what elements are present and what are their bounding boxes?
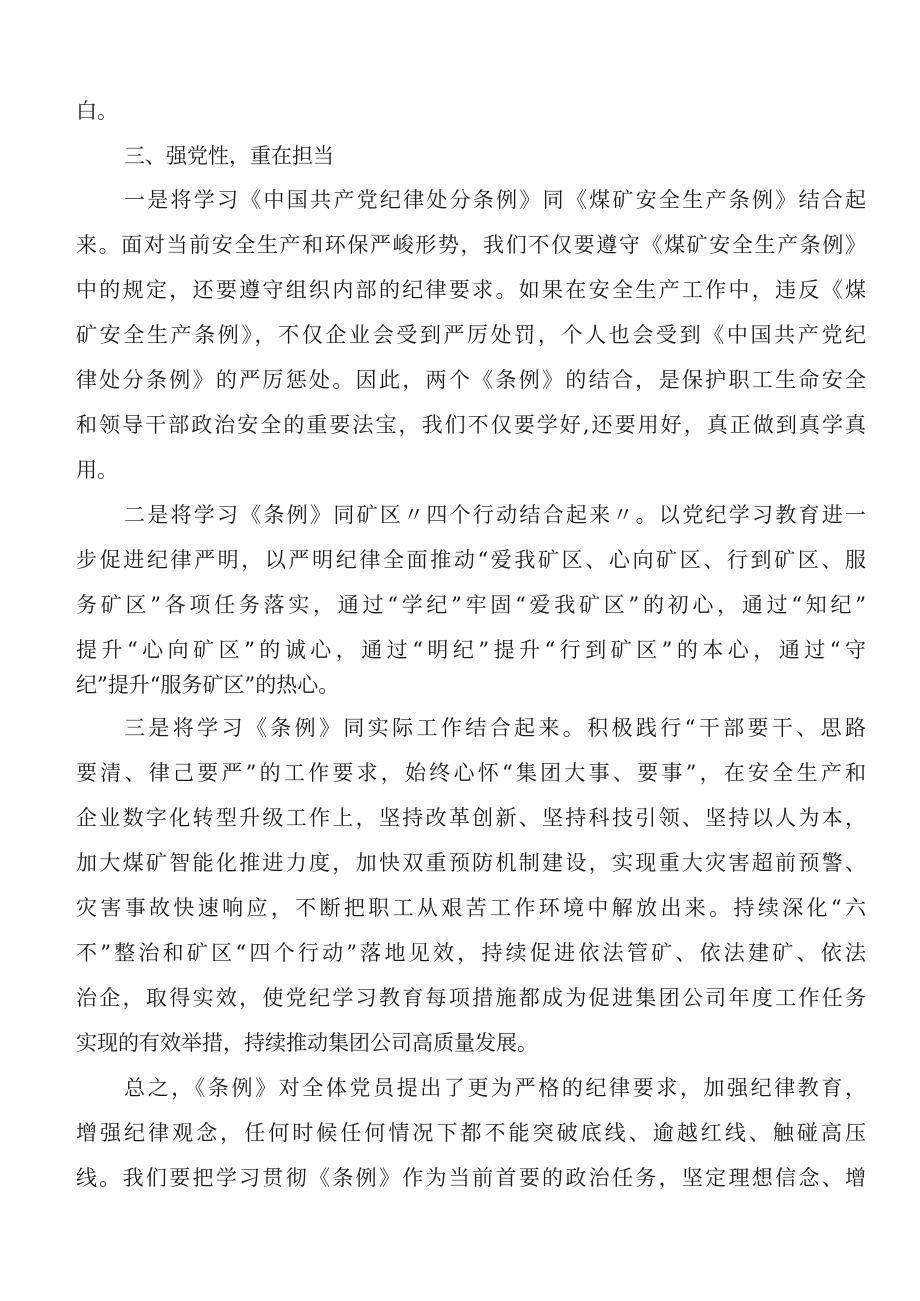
text-line: 矿安全生产条例》，不仅企业会受到严厉处罚，个人也会受到《中国共产党纪	[76, 323, 866, 347]
text-line: 企业数字化转型升级工作上，坚持改革创新、坚持科技引领、坚持以人为本，	[76, 806, 866, 830]
section-heading: 三、强党性，重在担当	[124, 144, 334, 168]
text-line: 三是将学习《条例》同实际工作结合起来。积极践行“干部要干、思路	[124, 716, 866, 740]
text-line: 不”整治和矿区“四个行动”落地见效，持续促进依法管矿、依法建矿、依法	[76, 941, 866, 965]
text-line: 白。	[76, 99, 118, 123]
text-line: 治企，取得实效，使党纪学习教育每项措施都成为促进集团公司年度工作任务	[76, 986, 866, 1010]
text-line: 用。	[76, 458, 118, 482]
text-line: 提升“心向矿区”的诚心，通过“明纪”提升“行到矿区”的本心，通过“守	[76, 638, 866, 662]
text-line: 步促进纪律严明，以严明纪律全面推动“爱我矿区、心向矿区、行到矿区、服	[76, 548, 866, 572]
text-line: 二是将学习《条例》同矿区〃四个行动结合起来〃。以党纪学习教育进一	[124, 503, 866, 527]
text-line: 灾害事故快速响应，不断把职工从艰苦工作环境中解放出来。持续深化“六	[76, 896, 866, 920]
text-line: 来。面对当前安全生产和环保严峻形势，我们不仅要遵守《煤矿安全生产条例》	[76, 233, 866, 257]
text-line: 纪”提升“服务矿区”的热心。	[76, 673, 340, 697]
text-line: 增强纪律观念，任何时候任何情况下都不能突破底线、逾越红线、触碰高压	[76, 1121, 866, 1145]
text-line: 加大煤矿智能化推进力度，加快双重预防机制建设，实现重大灾害超前预警、	[76, 851, 866, 875]
text-line: 一是将学习《中国共产党纪律处分条例》同《煤矿安全生产条例》结合起	[124, 188, 866, 212]
text-line: 要清、律己要严”的工作要求，始终心怀“集团大事、要事”，在安全生产和	[76, 761, 866, 785]
text-line: 和领导干部政治安全的重要法宝，我们不仅要学好,还要用好，真正做到真学真	[76, 413, 866, 437]
text-line: 务矿区”各项任务落实，通过“学纪”牢固“爱我矿区”的初心，通过“知纪”	[76, 593, 866, 617]
text-line: 实现的有效举措，持续推动集团公司高质量发展。	[76, 1031, 538, 1055]
text-line: 线。我们要把学习贯彻《条例》作为当前首要的政治任务，坚定理想信念、增	[76, 1166, 866, 1190]
text-line: 总之，《条例》对全体党员提出了更为严格的纪律要求，加强纪律教育，	[124, 1076, 866, 1100]
text-line: 律处分条例》的严厉惩处。因此，两个《条例》的结合，是保护职工生命安全	[76, 368, 866, 392]
text-line: 中的规定，还要遵守组织内部的纪律要求。如果在安全生产工作中，违反《煤	[76, 278, 866, 302]
